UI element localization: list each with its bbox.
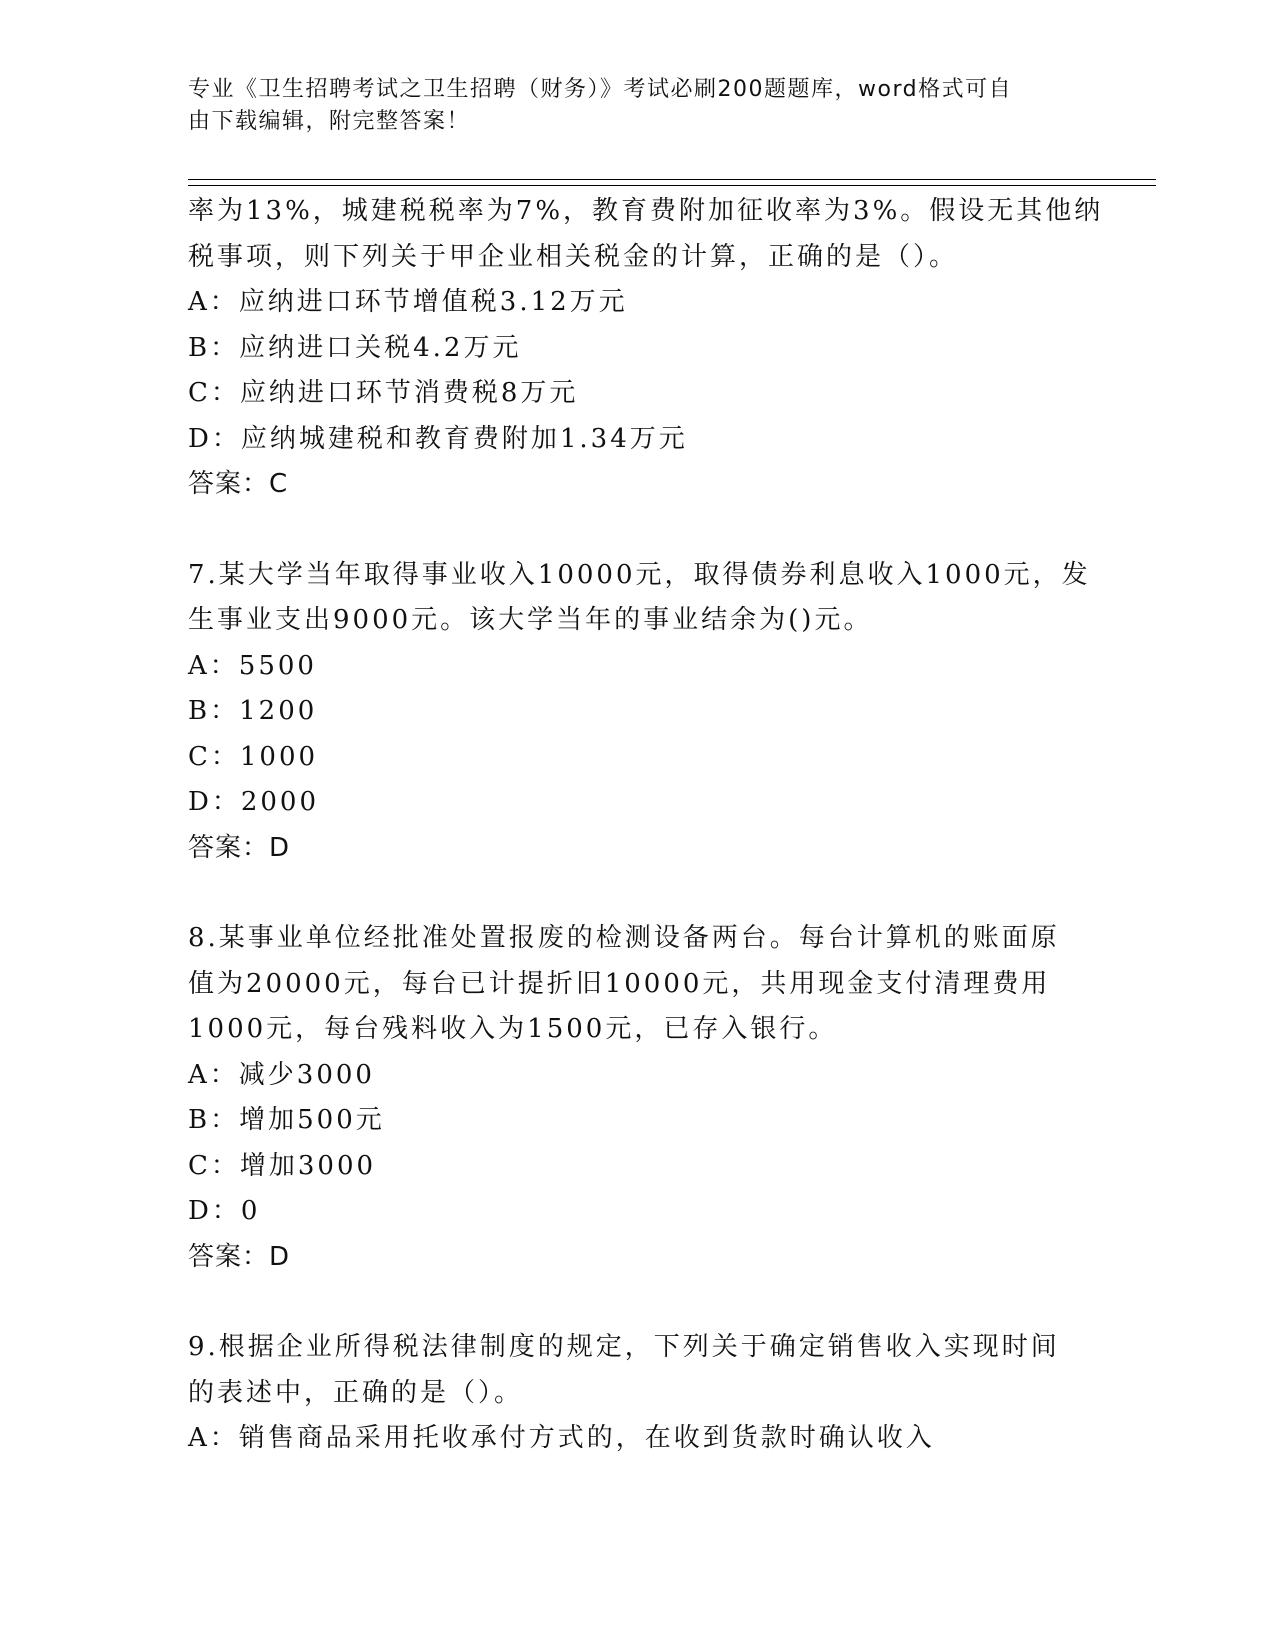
option-b: B：增加500元 <box>188 1105 385 1135</box>
question-stem-line: 值为20000元，每台已计提折旧10000元，共用现金支付清理费用 <box>188 968 1051 999</box>
option-d: D：应纳城建税和教育费附加1.34万元 <box>188 423 688 454</box>
question-spacer <box>188 508 1088 553</box>
option-b: B：应纳进口关税4.2万元 <box>188 332 522 363</box>
question-content <box>188 189 1104 1462</box>
option-a: A：减少3000 <box>188 1059 375 1090</box>
question-stem-line: 的表述中，正确的是（）。 <box>188 1377 524 1408</box>
question-stem-line: 9.根据企业所得税法律制度的规定，下列关于确定销售收入实现时间 <box>188 1332 1060 1362</box>
question-9 <box>188 1325 1088 1462</box>
question-spacer <box>188 871 1088 916</box>
header-rule-bottom <box>188 185 1156 186</box>
question-spacer <box>188 1280 1088 1325</box>
answer-line: 答案：C <box>188 469 289 499</box>
question-stem-line: 7.某大学当年取得事业收入10000元，取得债券利息收入1000元，发 <box>188 559 1091 590</box>
option-a: A：应纳进口环节增值税3.12万元 <box>188 287 628 317</box>
option-b: B：1200 <box>188 696 318 726</box>
header-line-1: 专业《卫生招聘考试之卫生招聘（财务）》考试必刷200题题库，word格式可自 <box>188 77 1013 102</box>
option-c: C：增加3000 <box>188 1150 377 1181</box>
answer-line: 答案：D <box>188 832 291 863</box>
option-d: D：0 <box>188 1196 261 1226</box>
question-6 <box>188 189 1104 508</box>
question-7 <box>188 553 1091 872</box>
option-c: C：1000 <box>188 741 319 772</box>
header-line-2: 由下载编辑，附完整答案！ <box>188 109 471 134</box>
option-d: D：2000 <box>188 787 320 817</box>
option-c: C：应纳进口环节消费税8万元 <box>188 378 579 408</box>
question-stem-line: 率为13%，城建税税率为7%，教育费附加征收率为3%。假设无其他纳 <box>188 196 1104 226</box>
question-stem-line: 8.某事业单位经批准处置报废的检测设备两台。每台计算机的账面原 <box>188 923 1060 953</box>
question-stem-line: 生事业支出9000元。该大学当年的事业结余为()元。 <box>188 605 873 635</box>
document-header <box>188 74 1068 138</box>
question-stem-line: 1000元，每台残料收入为1500元，已存入银行。 <box>188 1014 838 1044</box>
option-a: A：5500 <box>188 650 317 681</box>
answer-line: 答案：D <box>188 1241 291 1272</box>
question-stem-line: 税事项，则下列关于甲企业相关税金的计算，正确的是（）。 <box>188 241 959 272</box>
question-8 <box>188 916 1088 1280</box>
option-a: A：销售商品采用托收承付方式的，在收到货款时确认收入 <box>188 1423 935 1453</box>
header-rule-top <box>188 179 1156 180</box>
